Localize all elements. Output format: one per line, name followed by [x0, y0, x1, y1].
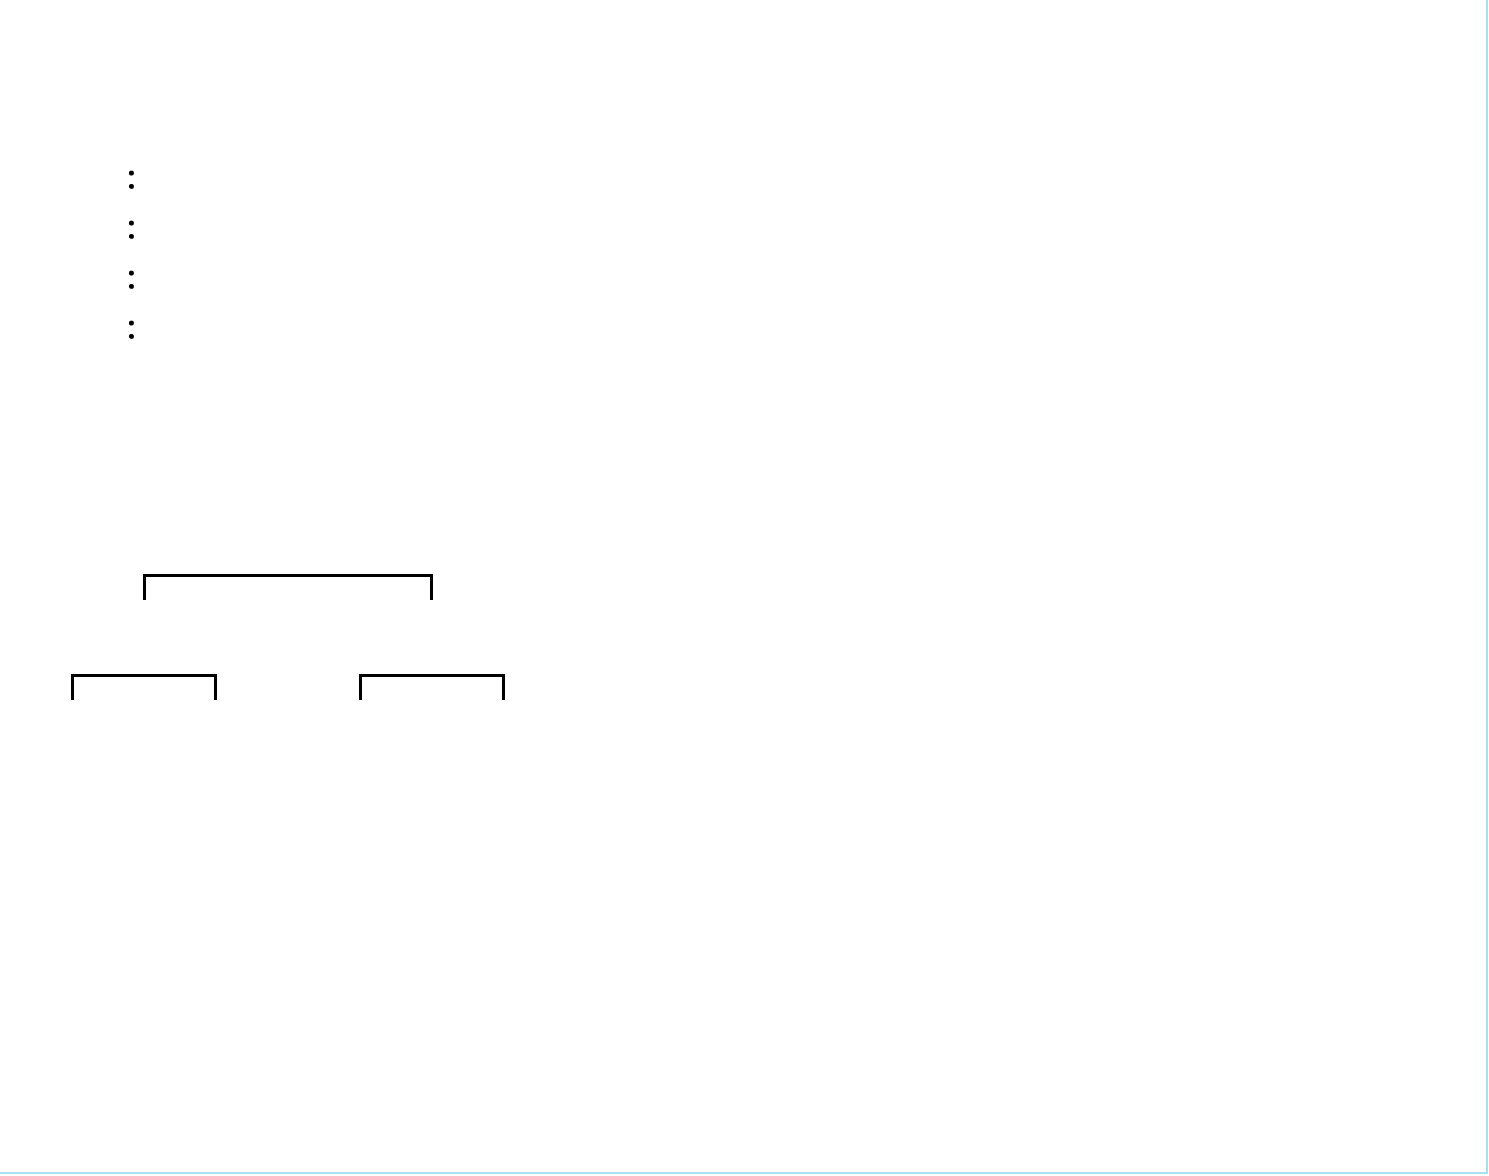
info-date: ： — [124, 159, 157, 197]
info-result: ： — [124, 309, 157, 347]
info-host: ： — [124, 259, 157, 297]
info-place: ： — [124, 209, 157, 247]
